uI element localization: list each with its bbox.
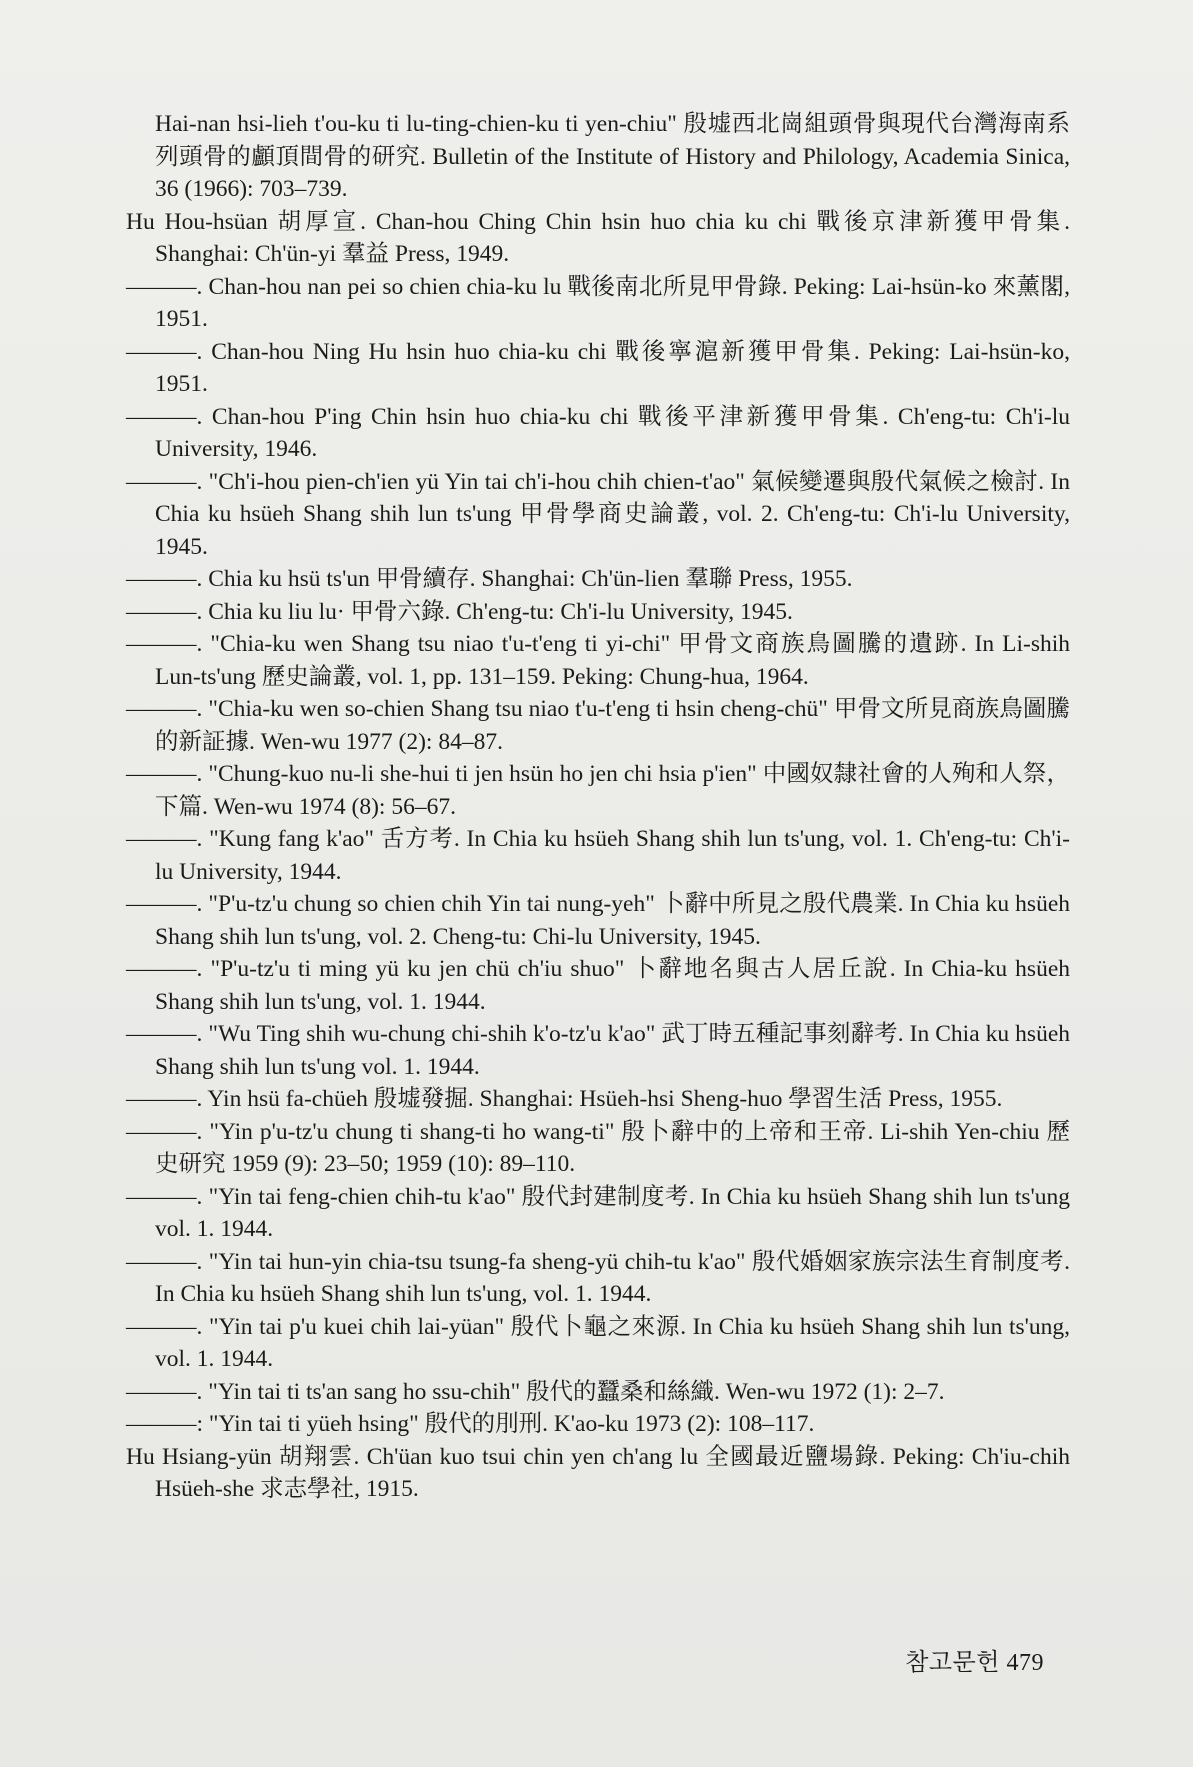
bibliography-entry: ———. Chan-hou nan pei so chien chia-ku lu 戰後南北所見甲骨錄. Peking: Lai-hsün-ko 來薰閣, 1951. — [126, 273, 1070, 332]
bibliography-list — [126, 108, 1070, 1506]
bibliography-entry: ———. "P'u-tz'u ti ming yü ku jen chü ch'iu shuo" 卜辭地名與古人居丘說. In Chia-ku hsüeh Shang shih lun ts'ung, vol. 1. 1944. — [126, 956, 1070, 1015]
bibliography-entry: ———. Yin hsü fa-chüeh 殷墟發掘. Shanghai: Hsüeh-hsi Sheng-huo 學習生活 Press, 1955. — [126, 1086, 1003, 1112]
bibliography-entry: ———. Chan-hou P'ing Chin hsin huo chia-ku chi 戰後平津新獲甲骨集. Ch'eng-tu: Ch'i-lu University, 1946. — [126, 403, 1070, 462]
bibliography-entry: ———. Chia ku hsü ts'un 甲骨續存. Shanghai: Ch'ün-lien 羣聯 Press, 1955. — [126, 566, 853, 592]
bibliography-entry: ———. "Kung fang k'ao" 舌方考. In Chia ku hsüeh Shang shih lun ts'ung, vol. 1. Ch'eng-tu: Ch'i-lu University, 1944. — [126, 826, 1070, 885]
bibliography-entry: Hai-nan hsi-lieh t'ou-ku ti lu-ting-chien-ku ti yen-chiu" 殷墟西北崗組頭骨與現代台灣海南系列頭骨的顱頂間骨的研究. Bulletin of the Institute of History and Philology, Academia Sinica, 36 (1966): 703–739. — [155, 111, 1070, 202]
bibliography-entry: ———: "Yin tai ti yüeh hsing" 殷代的刖刑. K'ao-ku 1973 (2): 108–117. — [126, 1411, 815, 1437]
bibliography-entry: ———. "Yin tai ti ts'an sang ho ssu-chih" 殷代的蠶桑和絲織. Wen-wu 1972 (1): 2–7. — [126, 1378, 945, 1405]
bibliography-entry: ———. "P'u-tz'u chung so chien chih Yin tai nung-yeh" 卜辭中所見之殷代農業. In Chia ku hsüeh Shang shih lun ts'ung, vol. 2. Cheng-tu: Chi-lu University, 1945. — [126, 891, 1070, 950]
bibliography-entry: ———. "Yin tai p'u kuei chih lai-yüan" 殷代卜龜之來源. In Chia ku hsüeh Shang shih lun ts'ung, vol. 1. 1944. — [126, 1313, 1070, 1372]
bibliography-entry: ———. "Chung-kuo nu-li she-hui ti jen hsün ho jen chi hsia p'ien" 中國奴隸社會的人殉和人祭，下篇. Wen-wu 1974 (8): 56–67. — [126, 761, 1070, 820]
bibliography-entry: ———. "Yin tai hun-yin chia-tsu tsung-fa sheng-yü chih-tu k'ao" 殷代婚姻家族宗法生育制度考. In Chia ku hsüeh Shang shih lun ts'ung, vol. 1. 1944. — [126, 1248, 1070, 1307]
bibliography-entry: ———. "Yin tai feng-chien chih-tu k'ao" 殷代封建制度考. In Chia ku hsüeh Shang shih lun ts'ung vol. 1. 1944. — [126, 1183, 1070, 1242]
bibliography-entry: ———. "Ch'i-hou pien-ch'ien yü Yin tai ch'i-hou chih chien-t'ao" 氣候變遷與殷代氣候之檢討. In Chia ku hsüeh Shang shih lun ts'ung 甲骨學商史論叢, vol. 2. Ch'eng-tu: Ch'i-lu University, 1945. — [126, 468, 1070, 560]
page-number: 참고문헌 479 — [905, 1650, 1044, 1676]
bibliography-entry: ———. "Chia-ku wen so-chien Shang tsu niao t'u-t'eng ti hsin cheng-chü" 甲骨文所見商族鳥圖騰的新証據. Wen-wu 1977 (2): 84–87. — [126, 696, 1070, 755]
bibliography-entry: ———. "Chia-ku wen Shang tsu niao t'u-t'eng ti yi-chi" 甲骨文商族鳥圖騰的遺跡. In Li-shih Lun-ts'ung 歷史論叢, vol. 1, pp. 131–159. Peking: Chung-hua, 1964. — [126, 631, 1070, 690]
bibliography-entry: ———. "Yin p'u-tz'u chung ti shang-ti ho wang-ti" 殷卜辭中的上帝和王帝. Li-shih Yen-chiu 歷史研究 1959 (9): 23–50; 1959 (10): 89–110. — [126, 1118, 1070, 1177]
bibliography-entry: ———. Chan-hou Ning Hu hsin huo chia-ku chi 戰後寧滬新獲甲骨集. Peking: Lai-hsün-ko, 1951. — [126, 338, 1070, 397]
bibliography-entry: Hu Hou-hsüan 胡厚宣. Chan-hou Ching Chin hsin huo chia ku chi 戰後京津新獲甲骨集. Shanghai: Ch'ün-yi 羣益 Press, 1949. — [126, 208, 1070, 267]
bibliography-entry: Hu Hsiang-yün 胡翔雲. Ch'üan kuo tsui chin yen ch'ang lu 全國最近鹽場錄. Peking: Ch'iu-chih Hsüeh-she 求志學社, 1915. — [126, 1443, 1070, 1502]
bibliography-entry: ———. Chia ku liu lu· 甲骨六錄. Ch'eng-tu: Ch'i-lu University, 1945. — [126, 598, 793, 625]
bibliography-entry: ———. "Wu Ting shih wu-chung chi-shih k'o-tz'u k'ao" 武丁時五種記事刻辭考. In Chia ku hsüeh Shang shih lun ts'ung vol. 1. 1944. — [126, 1021, 1070, 1080]
